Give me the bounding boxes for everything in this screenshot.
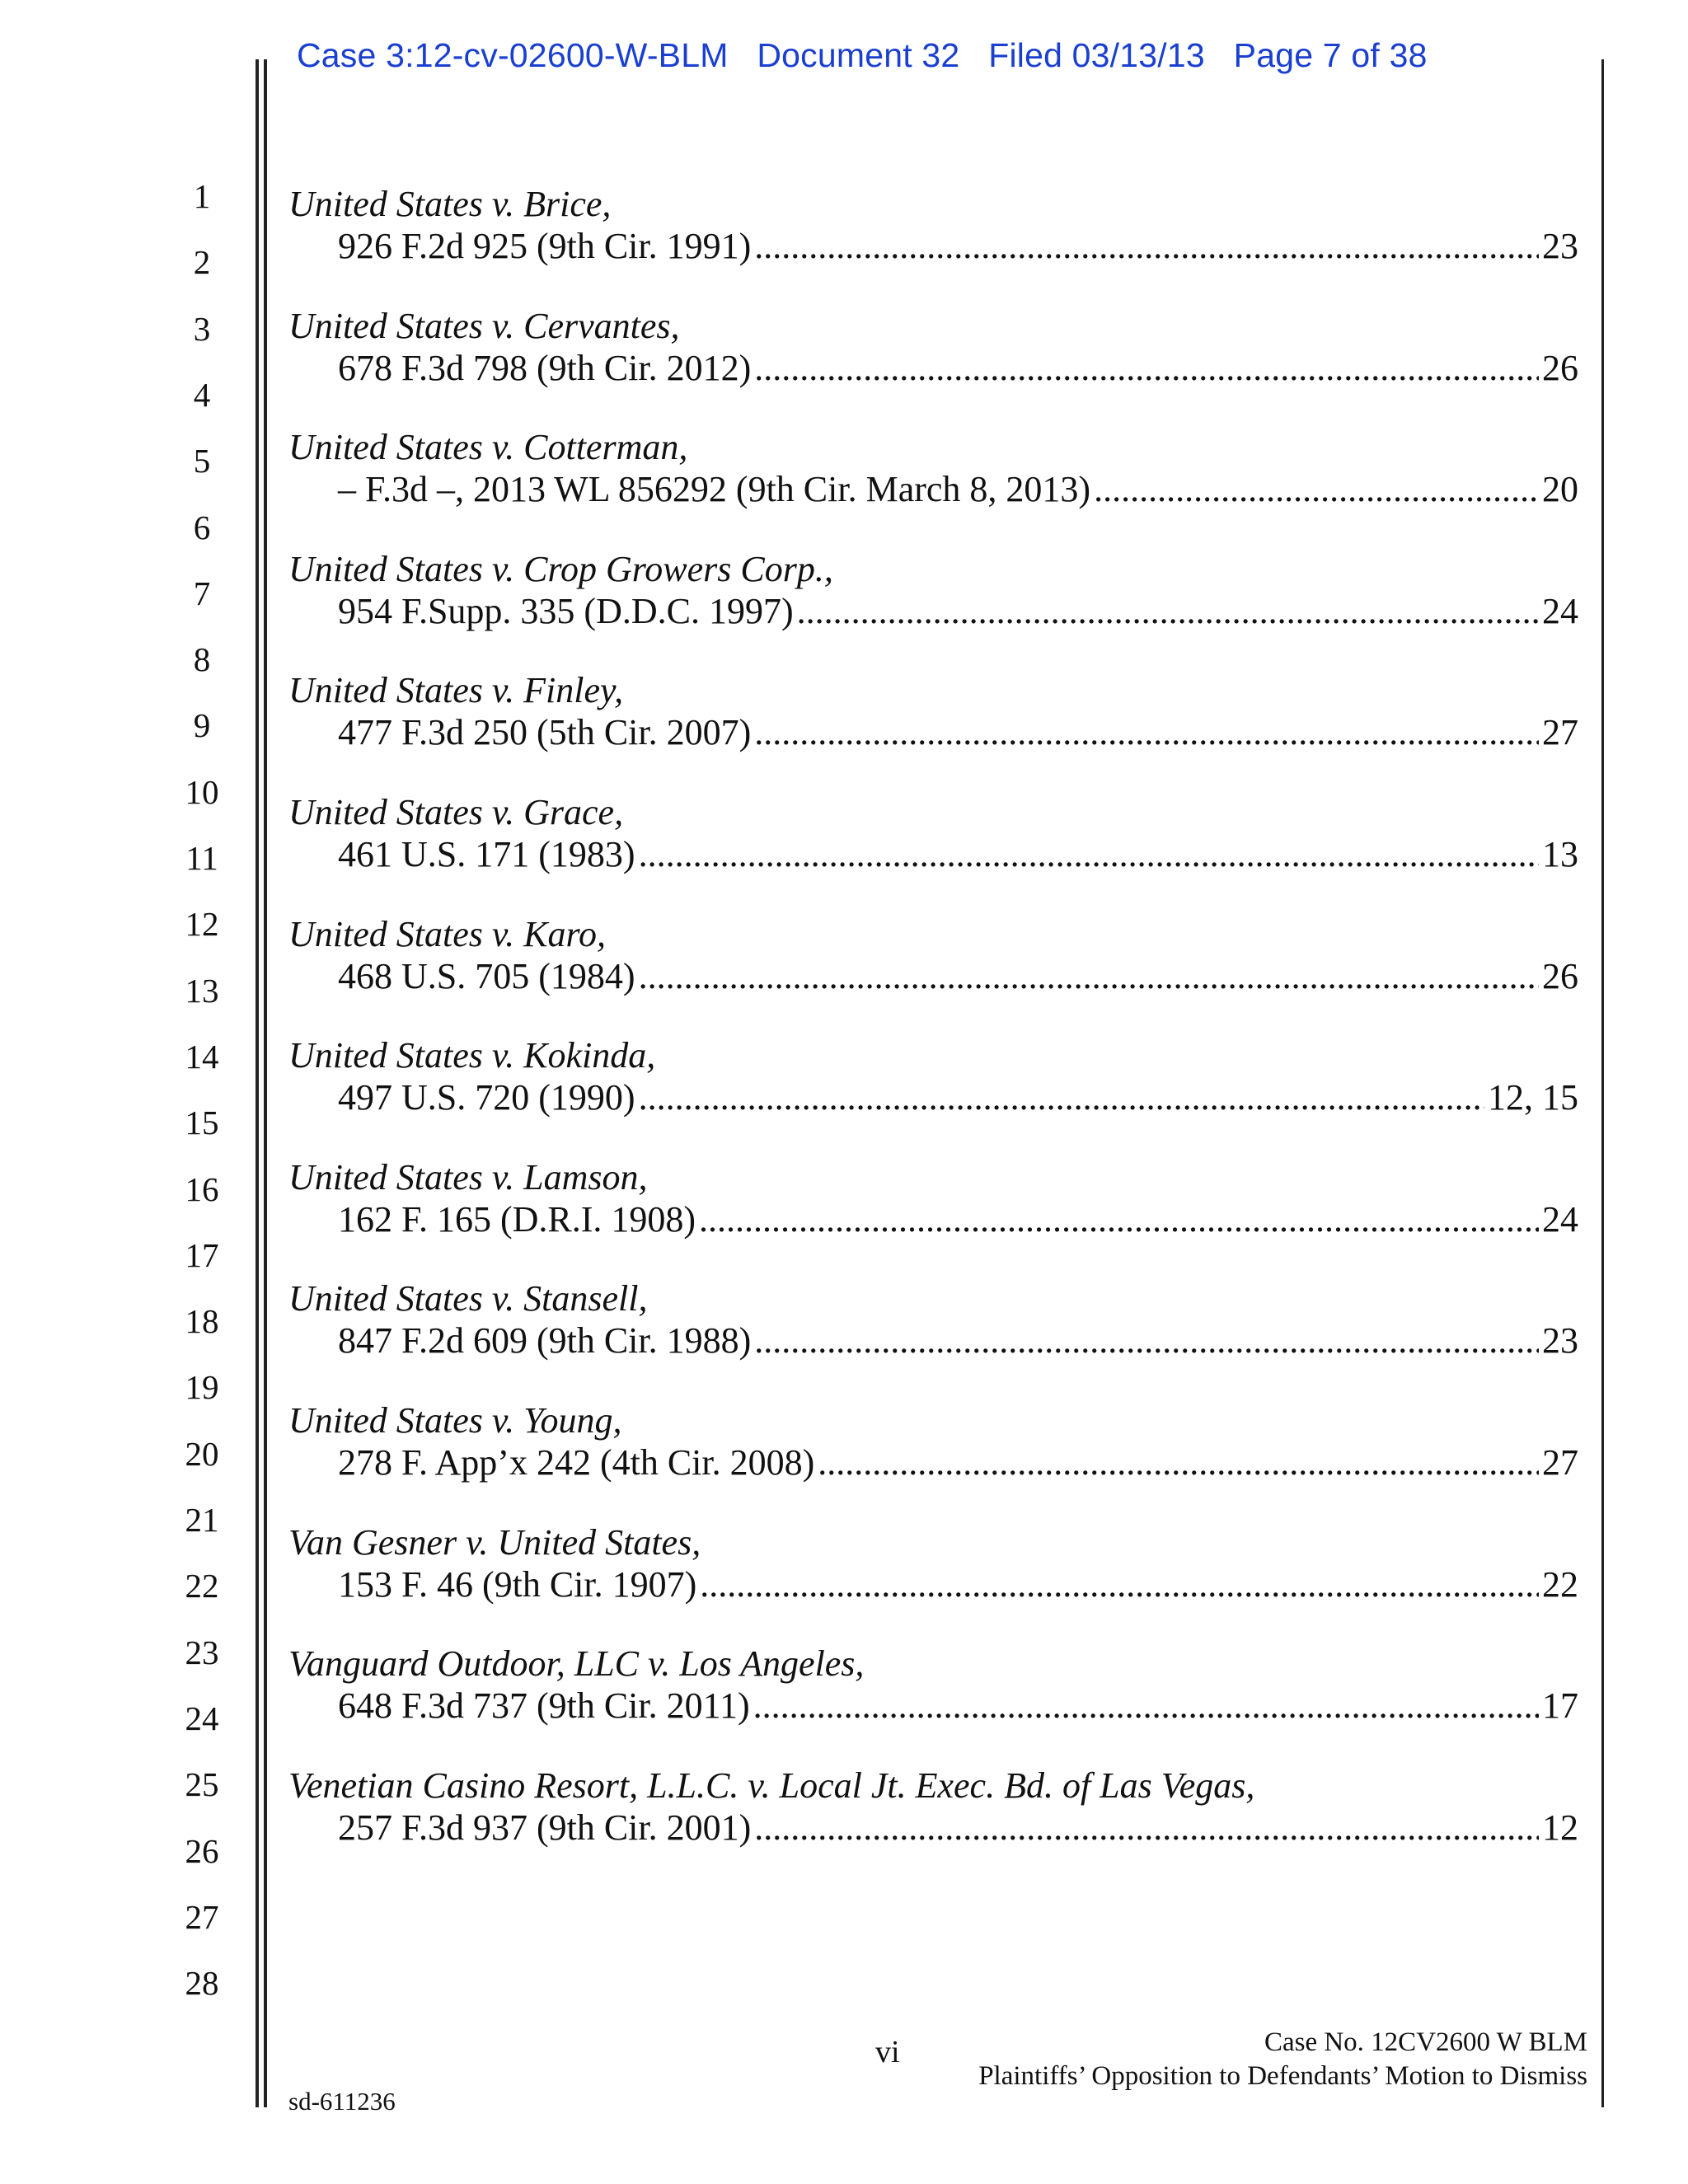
page-reference: 22 <box>1542 1564 1578 1605</box>
footer-case-number: Case No. 12CV2600 W BLM <box>1264 2027 1587 2057</box>
citation: 257 F.3d 937 (9th Cir. 2001) <box>338 1807 752 1848</box>
line-number: 17 <box>185 1236 219 1274</box>
authority-entry <box>288 308 1578 387</box>
line-number: 7 <box>193 574 211 612</box>
line-number: 21 <box>185 1501 219 1539</box>
dot-leader <box>639 1080 1484 1116</box>
citation: 954 F.Supp. 335 (D.D.C. 1997) <box>338 591 794 631</box>
line-number: 28 <box>185 1964 219 2002</box>
page-reference: 12, 15 <box>1488 1077 1578 1118</box>
left-margin-rule-inner <box>264 59 267 2107</box>
citation: 153 F. 46 (9th Cir. 1907) <box>338 1564 697 1605</box>
citation-row <box>288 958 1578 995</box>
citation: 847 F.2d 609 (9th Cir. 1988) <box>338 1320 752 1361</box>
line-number: 20 <box>185 1435 219 1473</box>
line-number: 6 <box>193 509 211 546</box>
citation-row <box>288 1442 1578 1483</box>
case-name: United States v. Young, <box>288 1400 622 1441</box>
dot-leader <box>753 1688 1539 1724</box>
line-number: 12 <box>185 905 219 943</box>
header-page: Page 7 of 38 <box>1233 36 1428 74</box>
line-number: 27 <box>185 1898 219 1936</box>
authority-entry <box>288 916 1578 995</box>
citation-row <box>288 228 1578 265</box>
case-name: United States v. Brice, <box>288 184 612 224</box>
dot-leader <box>818 1445 1539 1481</box>
footer-caption <box>978 2026 1587 2094</box>
citation-row <box>288 1685 1578 1726</box>
left-margin-rule-outer <box>256 59 259 2107</box>
page-reference: 12 <box>1542 1807 1578 1848</box>
line-number: 24 <box>185 1699 219 1737</box>
dot-leader <box>754 1323 1539 1359</box>
page-reference: 26 <box>1542 348 1578 388</box>
authority-entry <box>288 1765 1578 1848</box>
case-name: United States v. Karo, <box>288 914 606 954</box>
line-number: 26 <box>185 1832 219 1870</box>
line-number: 13 <box>185 972 219 1010</box>
citation-row <box>288 593 1578 630</box>
line-number: 25 <box>185 1765 219 1803</box>
citation: 926 F.2d 925 (9th Cir. 1991) <box>338 226 752 266</box>
page-reference: 23 <box>1542 1320 1578 1361</box>
case-name: United States v. Crop Growers Corp., <box>288 549 833 589</box>
line-number: 23 <box>185 1633 219 1671</box>
authority-entry <box>288 429 1578 508</box>
line-number: 14 <box>185 1038 219 1076</box>
page-reference: 26 <box>1542 956 1578 996</box>
case-name: United States v. Stansell, <box>288 1278 648 1319</box>
ecf-header-stamp <box>297 36 1428 75</box>
dot-leader <box>754 715 1539 751</box>
citation-row <box>288 1320 1578 1361</box>
dot-leader <box>700 1567 1539 1603</box>
case-name: United States v. Lamson, <box>288 1157 648 1197</box>
case-name: Van Gesner v. United States, <box>288 1522 701 1563</box>
footer-document-title: Plaintiffs’ Opposition to Defendants’ Motion to Dismiss <box>978 2061 1587 2092</box>
page-reference: 20 <box>1542 469 1578 509</box>
dot-leader <box>754 350 1539 387</box>
authority-entry <box>288 551 1578 630</box>
footer-page-number: vi <box>875 2035 900 2069</box>
page-reference: 17 <box>1542 1685 1578 1726</box>
case-name: United States v. Cotterman, <box>288 427 688 467</box>
header-filed-date: Filed 03/13/13 <box>988 36 1205 74</box>
authority-entry <box>288 186 1578 265</box>
line-number: 16 <box>185 1170 219 1208</box>
citation-row <box>288 1564 1578 1605</box>
citation: 461 U.S. 171 (1983) <box>338 834 635 874</box>
line-number: 4 <box>193 376 211 414</box>
line-number: 5 <box>193 442 211 480</box>
dot-leader <box>639 958 1539 995</box>
case-name: United States v. Kokinda, <box>288 1035 656 1076</box>
authority-entry <box>288 1643 1578 1726</box>
right-margin-rule <box>1601 59 1604 2107</box>
case-name: United States v. Grace, <box>288 792 624 832</box>
citation: 278 F. App’x 242 (4th Cir. 2008) <box>338 1442 815 1483</box>
dot-leader <box>754 1810 1539 1846</box>
case-name: Venetian Casino Resort, L.L.C. v. Local Jt. Exec. Bd. of Las Vegas, <box>288 1765 1255 1806</box>
page-reference: 24 <box>1542 591 1578 631</box>
authority-entry <box>288 1400 1578 1483</box>
line-number: 10 <box>185 773 219 811</box>
page-reference: 23 <box>1542 226 1578 266</box>
authority-entry <box>288 1278 1578 1361</box>
authority-entry <box>288 1035 1578 1118</box>
citation: 678 F.3d 798 (9th Cir. 2012) <box>338 348 752 388</box>
authority-entry <box>288 794 1578 873</box>
citation: 468 U.S. 705 (1984) <box>338 956 635 996</box>
case-name: Vanguard Outdoor, LLC v. Los Angeles, <box>288 1643 865 1684</box>
citation: 497 U.S. 720 (1990) <box>338 1077 635 1118</box>
line-number: 1 <box>193 177 211 215</box>
line-number: 18 <box>185 1302 219 1340</box>
line-number: 11 <box>185 839 218 877</box>
dot-leader <box>754 228 1539 265</box>
citation: 477 F.3d 250 (5th Cir. 2007) <box>338 712 752 752</box>
citation-row <box>288 834 1578 874</box>
case-name: United States v. Finley, <box>288 670 624 710</box>
line-number: 22 <box>185 1567 219 1605</box>
page-reference: 13 <box>1542 834 1578 874</box>
line-number: 2 <box>193 243 211 281</box>
line-number: 15 <box>185 1104 219 1141</box>
citation-row <box>288 350 1578 387</box>
authority-entry <box>288 1157 1578 1240</box>
dot-leader <box>699 1202 1539 1238</box>
citation: 162 F. 165 (D.R.I. 1908) <box>338 1199 696 1240</box>
dot-leader <box>797 593 1539 630</box>
line-number: 3 <box>193 310 211 348</box>
header-case-number: Case 3:12-cv-02600-W-BLM <box>297 36 729 74</box>
authority-entry <box>288 670 1578 752</box>
dot-leader <box>1094 471 1539 508</box>
citation-row <box>288 1077 1578 1118</box>
citation: 648 F.3d 737 (9th Cir. 2011) <box>338 1685 750 1726</box>
citation-row <box>288 712 1578 752</box>
authority-entry <box>288 1522 1578 1605</box>
citation: – F.3d –, 2013 WL 856292 (9th Cir. March 8, 2013) <box>338 469 1091 509</box>
line-number: 9 <box>193 706 211 744</box>
page-reference: 24 <box>1542 1199 1578 1240</box>
case-name: United States v. Cervantes, <box>288 306 680 346</box>
dot-leader <box>639 837 1539 873</box>
footer-document-id: sd-611236 <box>288 2087 396 2116</box>
header-document: Document 32 <box>757 36 960 74</box>
page-reference: 27 <box>1542 1442 1578 1483</box>
citation-row <box>288 471 1578 508</box>
line-number: 19 <box>185 1368 219 1406</box>
line-number: 8 <box>193 640 211 678</box>
citation-row <box>288 1199 1578 1240</box>
page-reference: 27 <box>1542 712 1578 752</box>
citation-row <box>288 1807 1578 1848</box>
